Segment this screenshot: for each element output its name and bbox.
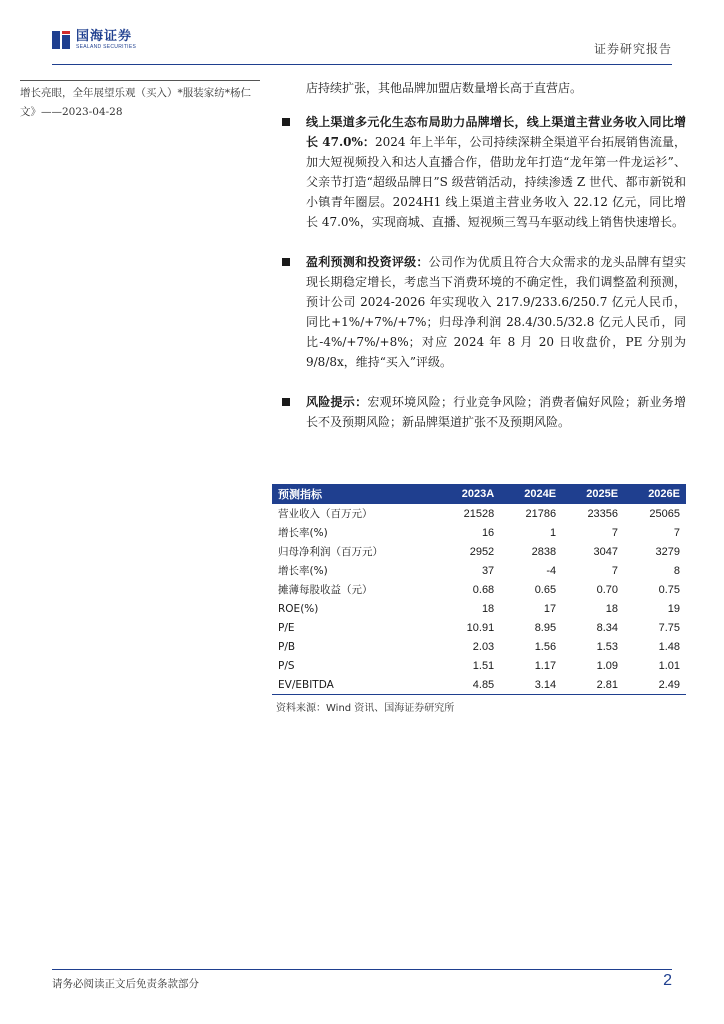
table-row	[272, 523, 686, 542]
bullet-online-channel	[282, 112, 686, 232]
column-header: 2023A	[437, 484, 500, 504]
table-cell: 1.53	[596, 640, 619, 653]
table-cell: 19	[667, 602, 680, 615]
table-row	[272, 656, 686, 675]
table-cell: 37	[481, 564, 495, 577]
table-cell: 2.81	[562, 675, 624, 695]
table-row	[272, 561, 686, 580]
table-row	[272, 580, 686, 599]
table-cell: 17	[543, 602, 557, 615]
row-label: P/E	[278, 621, 295, 634]
table-cell: 1.48	[658, 640, 680, 653]
table-row	[272, 504, 686, 523]
column-header: 2026E	[624, 484, 686, 504]
company-logo	[52, 30, 136, 50]
logo-name: 国海证券	[76, 29, 133, 44]
table-cell: 3279	[655, 545, 680, 558]
bullet-title: 盈利预测和投资评级：	[306, 255, 429, 269]
table-row	[272, 637, 686, 656]
footer-divider	[52, 969, 672, 970]
row-label: 归母净利润（百万元）	[278, 546, 383, 558]
table-row	[272, 542, 686, 561]
column-header: 2025E	[562, 484, 624, 504]
table-cell: 21528	[463, 507, 495, 520]
column-header: 预测指标	[272, 484, 437, 504]
table-cell: 1.51	[472, 659, 495, 672]
bullet-body: 宏观环境风险；行业竞争风险；消费者偏好风险；新业务增长不及预期风险；新品牌渠道扩张不及预期风险。	[306, 395, 686, 429]
table-cell: 21786	[525, 507, 557, 520]
page-header	[0, 0, 724, 70]
square-bullet-icon	[282, 398, 290, 406]
row-label: 摊薄每股收益（元）	[278, 584, 373, 596]
sidebar-related-reports	[20, 80, 260, 122]
table-cell: 7.75	[658, 621, 680, 634]
table-row	[272, 618, 686, 637]
footer-disclaimer: 请务必阅读正文后免责条款部分	[52, 978, 199, 990]
row-label: P/S	[278, 659, 295, 672]
page-number: 2	[663, 972, 672, 989]
table-cell: 1.17	[534, 659, 557, 672]
main-content	[282, 78, 686, 452]
table-cell: 1	[549, 526, 557, 539]
logo-english-name: SEALAND SECURITIES	[76, 44, 137, 50]
table-cell: 2838	[531, 545, 557, 558]
bullet-body: 公司作为优质且符合大众需求的龙头品牌有望实现长期稳定增长，考虑当下消费环境的不确定性，我们调整盈利预测，预计公司 2024-2026 年实现收入 217.9/233.6/250.7 亿元人民币，同比+1%/+7%/+7%；归母净利润 28.4/30.5/32.8 亿元人民币，同比-4%/+7%/+8%；对应 2024 年 8 月 20 日收盘价，PE 分别为 9/8/8x，维持“买入”评级。	[306, 255, 686, 369]
table-cell: 7	[673, 526, 680, 539]
table-cell: 7	[611, 526, 619, 539]
table-row	[272, 675, 686, 695]
bullet-risk-warning	[282, 392, 686, 432]
row-label: P/B	[278, 640, 296, 653]
logo-icon	[52, 31, 70, 49]
row-label: 增长率(%)	[278, 565, 328, 577]
table-cell: 4.85	[437, 675, 500, 695]
row-label: 增长率(%)	[278, 527, 328, 539]
row-label: ROE(%)	[278, 602, 319, 615]
continuation-paragraph: 店持续扩张，其他品牌加盟店数量增长高于直营店。	[306, 81, 583, 95]
table-cell: 7	[611, 564, 619, 577]
sidebar-divider	[20, 80, 260, 81]
table-cell: 18	[481, 602, 495, 615]
table-cell: 0.75	[658, 583, 680, 596]
column-header: 2024E	[500, 484, 562, 504]
table-cell: 2.03	[472, 640, 495, 653]
table-cell: 10.91	[466, 621, 495, 634]
row-label: EV/EBITDA	[272, 675, 437, 695]
square-bullet-icon	[282, 258, 290, 266]
table-cell: 0.70	[596, 583, 619, 596]
table-cell: 0.68	[472, 583, 495, 596]
table-cell: 1.09	[596, 659, 619, 672]
table-cell: 3.14	[500, 675, 562, 695]
table-cell: 1.56	[534, 640, 557, 653]
bullet-body: 2024 年上半年，公司持续深耕全渠道平台拓展销售流量，加大短视频投入和达人直播合作，借助龙年打造“龙年第一件龙运衫”、父亲节打造“超级品牌日”S 级营销活动，持续渗透 Z 世代、都市新锐和小镇青年圈层。2024H1 线上渠道主营业务收入 22.12 亿元，同比增长 47.0%，实现商城、直播、短视频三驾马车驱动线上销售快速增长。	[306, 135, 686, 229]
table-cell: 1.01	[658, 659, 680, 672]
square-bullet-icon	[282, 118, 290, 126]
table-cell: 0.65	[534, 583, 557, 596]
table-cell: 2.49	[624, 675, 686, 695]
bullet-earnings-forecast	[282, 252, 686, 372]
bullet-title: 线上渠道多元化生态布局助力品牌增长，线上渠道主营业务收入同比增长 47.0%：	[306, 115, 686, 149]
table-cell: 3047	[593, 545, 619, 558]
report-type-label: 证券研究报告	[593, 42, 672, 56]
table-cell: 16	[481, 526, 495, 539]
forecast-table	[272, 484, 686, 714]
table-cell: 8.34	[596, 621, 619, 634]
table-source-note: 资料来源：Wind 资讯、国海证券研究所	[276, 703, 455, 714]
header-divider	[52, 64, 672, 65]
table-row	[272, 599, 686, 618]
table-cell: 8	[673, 564, 680, 577]
table-cell: 2952	[469, 545, 495, 558]
related-report-entry: 增长亮眼，全年展望乐观（买入）*服装家纺*杨仁文》——2023-04-28	[20, 87, 251, 118]
row-label: 营业收入（百万元）	[278, 508, 373, 520]
table-header-row	[272, 484, 686, 504]
table-cell: -4	[546, 564, 557, 577]
bullet-title: 风险提示：	[306, 395, 368, 409]
table-cell: 18	[605, 602, 619, 615]
table-cell: 25065	[649, 507, 680, 520]
table-cell: 8.95	[534, 621, 557, 634]
table-cell: 23356	[587, 507, 619, 520]
